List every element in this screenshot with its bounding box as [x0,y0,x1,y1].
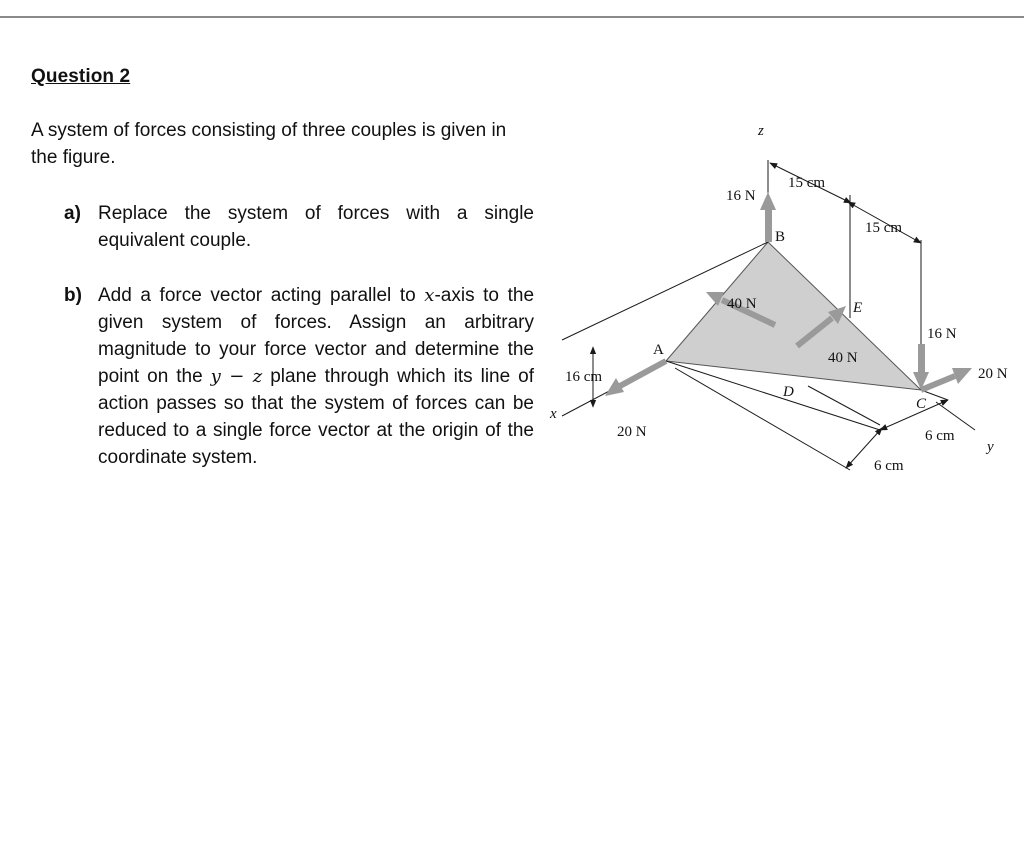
axis-x-label: x [550,406,557,422]
point-b-label: B [775,229,786,245]
force-lower-40-label: 40 N [828,350,858,366]
force-at-a-label: 20 N [617,424,647,440]
dim-top-15-label: 15 cm [788,175,826,191]
dim-height-16-label: 16 cm [565,369,603,385]
force-b-up-label: 16 N [726,188,756,204]
force-upper-40-label: 40 N [727,296,757,312]
part-b-label: b) [64,285,82,306]
axis-z-label: z [758,123,764,139]
force-at-c-label: 20 N [978,366,1008,382]
var-x: x [424,285,435,306]
question-intro: A system of forces consisting of three couples is given in the figure. [31,120,507,168]
point-c-label: C [916,396,927,412]
top-rule [0,16,1024,18]
axis-y-label: y [987,439,994,455]
force-c-down-label: 16 N [927,326,957,342]
dim-right-15-label: 15 cm [865,220,903,236]
dim-bottom-6-label: 6 cm [874,458,904,474]
part-a-label: a) [64,203,81,224]
point-d-label: D [783,384,794,400]
part-b [64,282,534,471]
point-a-label: A [653,342,664,358]
triangular-plate [666,242,921,390]
question-title: Question 2 [31,66,131,87]
part-a-text: Replace the system of forces with a single equivalent couple. [98,203,534,251]
part-b-text-2: -axis to the given system of forces. Assign an arbitrary magnitude to your force vector and determine the point on the [98,285,535,387]
force-system-figure [540,100,1020,490]
minus-sign: − [220,366,253,387]
d-ray-line [808,386,880,425]
force-arrow-c-20 [921,368,972,390]
y-axis-line [936,402,975,430]
force-arrow-a-20 [605,361,666,396]
var-z: z [252,366,263,387]
dim-right-6-label: 6 cm [925,428,955,444]
dim-right-6-line [880,400,948,430]
force-arrow-c-down [913,344,929,390]
part-b-text-1: Add a force vector acting parallel to [98,285,425,306]
point-e-label: E [853,300,863,316]
ground-line-d-c [675,368,850,470]
part-b-text-3: plane through which its line of action passes so that the system of forces can be reduced to a single force vector at the origin of the coordinate system. [98,366,535,468]
part-b-text [98,282,534,471]
var-y: y [210,366,221,387]
part-a [64,200,534,254]
force-arrow-b-up [760,192,776,242]
